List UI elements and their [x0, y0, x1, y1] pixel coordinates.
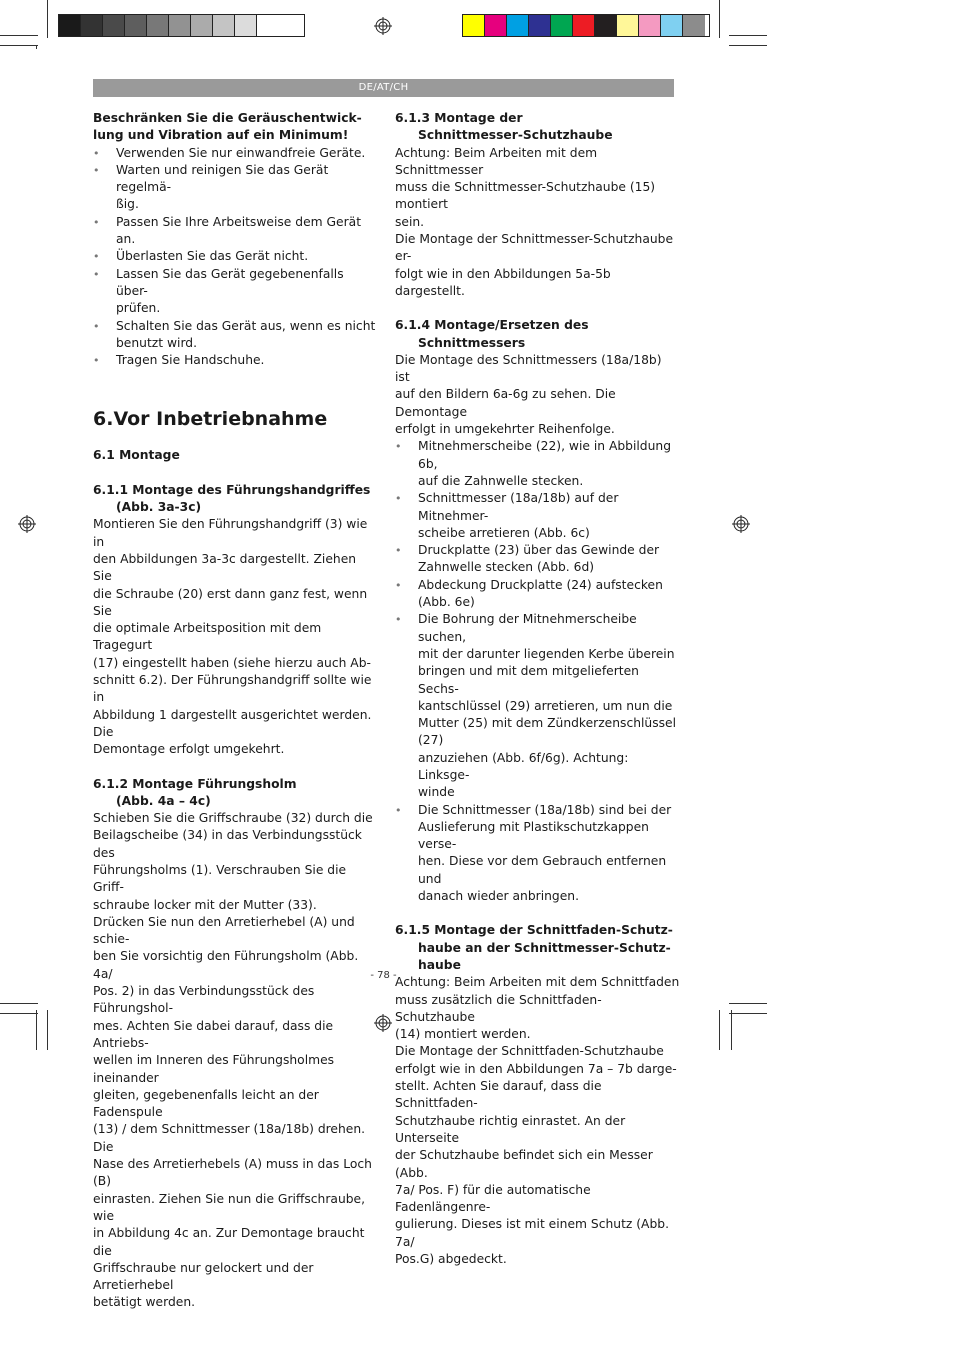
right-column	[395, 110, 680, 1268]
list-item: • Abdeckung Druckplatte (24) aufstecken (Abb. 6e)	[395, 577, 680, 612]
crop-mark	[0, 1003, 38, 1004]
text-line: Abbildung 1 dargestellt ausgerichtet werden. Die	[93, 707, 372, 739]
color-swatch	[617, 15, 639, 36]
crop-mark	[0, 35, 38, 36]
grayscale-color-bar	[58, 14, 305, 37]
text-line: Demontage erfolgt umgekehrt.	[93, 742, 285, 757]
crop-mark	[0, 45, 38, 46]
color-swatch	[235, 15, 257, 36]
text-line: wellen im Inneren des Führungsholmes ineinander	[93, 1053, 335, 1085]
color-swatch	[661, 15, 683, 36]
color-swatch	[213, 15, 235, 36]
color-swatch	[125, 15, 147, 36]
color-swatch	[573, 15, 595, 36]
text-line: stellt. Achten Sie darauf, dass die Schnittfaden-	[395, 1079, 602, 1111]
text-line: gulierung. Dieses ist mit einem Schutz (Abb. 7a/	[395, 1217, 669, 1249]
text-line: muss zusätzlich die Schnittfaden-Schutzhaube	[395, 992, 602, 1024]
list-item: • Überlasten Sie das Gerät nicht.	[93, 248, 378, 265]
color-swatch	[507, 15, 529, 36]
text-line: gleiten, gegebenenfalls leicht an der Fadenspule	[93, 1087, 319, 1120]
section-text-6-1-3	[395, 145, 680, 301]
color-swatch	[191, 15, 213, 36]
section-text-6-1-4	[395, 352, 680, 438]
text-line: (13) / dem Schnittmesser (18a/18b) drehen. Die	[93, 1122, 366, 1154]
text-line: Die Montage der Schnittfaden-Schutzhaube	[395, 1044, 664, 1059]
list-item: • Schalten Sie das Gerät aus, wenn es nicht benutzt wird.	[93, 318, 378, 353]
crop-mark	[731, 1010, 732, 1050]
text-line: Schutzhaube richtig einrastet. An der Unterseite	[395, 1113, 626, 1145]
warning-title: Beschränken Sie die Geräuschentwick- lung und Vibration auf ein Minimum!	[93, 111, 362, 143]
text-line: 7a/ Pos. F) für die automatische Fadenlängenre-	[395, 1182, 591, 1215]
list-item: • Mitnehmerscheibe (22), wie in Abbildung 6b, auf die Zahnwelle stecken.	[395, 438, 680, 490]
text-line: auf den Bildern 6a-6g zu sehen. Die Demontage	[395, 387, 616, 419]
color-swatch	[529, 15, 551, 36]
section-heading-6-1-2: 6.1.2 Montage Führungsholm (Abb. 4a – 4c)	[93, 776, 297, 808]
crop-mark	[729, 1003, 767, 1004]
crop-mark	[36, 1010, 37, 1050]
crop-mark	[729, 35, 767, 36]
text-line: in Abbildung 4c an. Zur Demontage braucht die	[93, 1226, 365, 1258]
text-line: Pos. 2) in das Verbindungsstück des Führungshol-	[93, 984, 315, 1016]
text-line: schnitt 6.2). Der Führungshandgriff sollte wie in	[93, 673, 372, 705]
text-line: schraube locker mit der Mutter (33).	[93, 897, 317, 912]
section-text-6-1-5	[395, 974, 680, 1268]
text-line: Führungsholms (1). Verschrauben Sie die Griff-	[93, 862, 347, 895]
text-line: erfolgt wie in den Abbildungen 7a – 7b darge-	[395, 1061, 677, 1076]
color-swatch	[463, 15, 485, 36]
crop-mark	[729, 45, 767, 46]
color-swatch	[81, 15, 103, 36]
list-item: • Passen Sie Ihre Arbeitsweise dem Gerät an.	[93, 214, 378, 249]
text-line: Montieren Sie den Führungshandgriff (3) wie in	[93, 517, 368, 549]
text-line: die optimale Arbeitsposition mit dem Tragegurt	[93, 621, 322, 653]
crop-mark	[729, 1013, 767, 1014]
text-line: Schieben Sie die Griffschraube (32) durch die	[93, 811, 373, 826]
text-line: Nase des Arretierhebels (A) muss in das Loch (B)	[93, 1157, 372, 1189]
color-swatch	[59, 15, 81, 36]
mounting-steps-list	[395, 438, 680, 905]
crop-mark	[719, 0, 720, 38]
text-line: ben Sie vorsichtig den Führungsholm (Abb. 4a/	[93, 949, 359, 981]
section-heading-6-1: 6.1 Montage	[93, 448, 180, 463]
text-line: Achtung: Beim Arbeiten mit dem Schnittfaden	[395, 975, 680, 990]
list-item: • Warten und reinigen Sie das Gerät regelmä- ßig.	[93, 162, 378, 214]
crop-mark	[47, 1010, 48, 1050]
color-swatch	[257, 15, 279, 36]
text-line: der Schutzhaube befindet sich ein Messer (Abb.	[395, 1148, 653, 1180]
color-swatch	[147, 15, 169, 36]
registration-mark-icon	[732, 515, 750, 533]
list-item: • Schnittmesser (18a/18b) auf der Mitnehmer- scheibe arretieren (Abb. 6c)	[395, 490, 680, 542]
color-swatch	[103, 15, 125, 36]
color-swatch	[169, 15, 191, 36]
list-item: • Lassen Sie das Gerät gegebenenfalls über- prüfen.	[93, 266, 378, 318]
section-heading-6-1-5: 6.1.5 Montage der Schnittfaden-Schutz- haube an der Schnittmesser-Schutz- haube	[395, 923, 673, 972]
text-line: Die Montage der Schnittmesser-Schutzhaube er-	[395, 232, 674, 264]
list-item: • Verwenden Sie nur einwandfreie Geräte.	[93, 145, 378, 162]
crop-mark	[719, 1010, 720, 1050]
list-item: • Die Schnittmesser (18a/18b) sind bei der Auslieferung mit Plastikschutzkappen verse- hen. Diese vor dem Gebrauch entfernen und danach wieder anbringen.	[395, 802, 680, 906]
text-line: den Abbildungen 3a-3c dargestellt. Ziehen Sie	[93, 551, 357, 584]
chapter-heading: 6.Vor Inbetriebnahme	[93, 408, 328, 431]
text-line: folgt wie in den Abbildungen 5a-5b dargestellt.	[395, 266, 611, 298]
text-line: (17) eingestellt haben (siehe hierzu auch Ab-	[93, 655, 371, 670]
text-line: Beilagscheibe (34) in das Verbindungsstück des	[93, 828, 362, 860]
color-swatch	[485, 15, 507, 36]
text-line: sein.	[395, 214, 425, 229]
section-text-6-1-1	[93, 516, 378, 758]
crop-mark	[0, 1013, 38, 1014]
list-item: • Die Bohrung der Mitnehmerscheibe suchen, mit der darunter liegenden Kerbe überein bringen und mit dem mitgelieferten Sechs- kantschlüssel (29) arretieren, um nun die Mutter (25) mit dem Zündkerzenschlüssel (27) anzuziehen (Abb. 6f/6g). Achtung: Linksge- winde	[395, 611, 680, 801]
text-line: Griffschraube nur gelockert und der Arretierhebel	[93, 1260, 314, 1293]
text-line: muss die Schnittmesser-Schutzhaube (15) montiert	[395, 180, 656, 212]
text-line: Die Montage des Schnittmessers (18a/18b) ist	[395, 352, 662, 385]
text-line: mes. Achten Sie dabei darauf, dass die Antriebs-	[93, 1018, 334, 1050]
page-number: - 78 -	[370, 970, 397, 981]
section-heading-6-1-1: 6.1.1 Montage des Führungshandgriffes (Abb. 3a-3c)	[93, 482, 371, 515]
list-item: • Tragen Sie Handschuhe.	[93, 352, 378, 369]
color-swatch	[595, 15, 617, 36]
text-line: Drücken Sie nun den Arretierhebel (A) und schie-	[93, 914, 355, 947]
color-swatch	[551, 15, 573, 36]
cmyk-color-bar	[462, 14, 710, 37]
list-item: • Druckplatte (23) über das Gewinde der Zahnwelle stecken (Abb. 6d)	[395, 542, 680, 577]
color-swatch	[639, 15, 661, 36]
warning-bullet-list	[93, 145, 378, 370]
section-heading-6-1-3: 6.1.3 Montage der Schnittmesser-Schutzhaube	[395, 111, 613, 143]
registration-mark-icon	[18, 515, 36, 533]
text-line: die Schraube (20) erst dann ganz fest, wenn Sie	[93, 586, 368, 618]
text-line: Pos.G) abgedeckt.	[395, 1252, 507, 1266]
color-swatch	[683, 15, 705, 36]
text-line: (14) montiert werden.	[395, 1027, 531, 1042]
text-line: Achtung: Beim Arbeiten mit dem Schnittmesser	[395, 145, 598, 177]
text-line: erfolgt in umgekehrter Reihenfolge.	[395, 422, 615, 437]
language-header-band: DE/AT/CH	[93, 79, 674, 97]
section-text-6-1-2	[93, 810, 378, 1312]
registration-mark-icon	[374, 17, 392, 35]
text-line: betätigt werden.	[93, 1295, 196, 1310]
text-line: einrasten. Ziehen Sie nun die Griffschraube, wie	[93, 1191, 366, 1223]
left-column	[93, 110, 378, 1312]
crop-mark	[47, 0, 48, 38]
section-heading-6-1-4: 6.1.4 Montage/Ersetzen des Schnittmessers	[395, 318, 589, 350]
